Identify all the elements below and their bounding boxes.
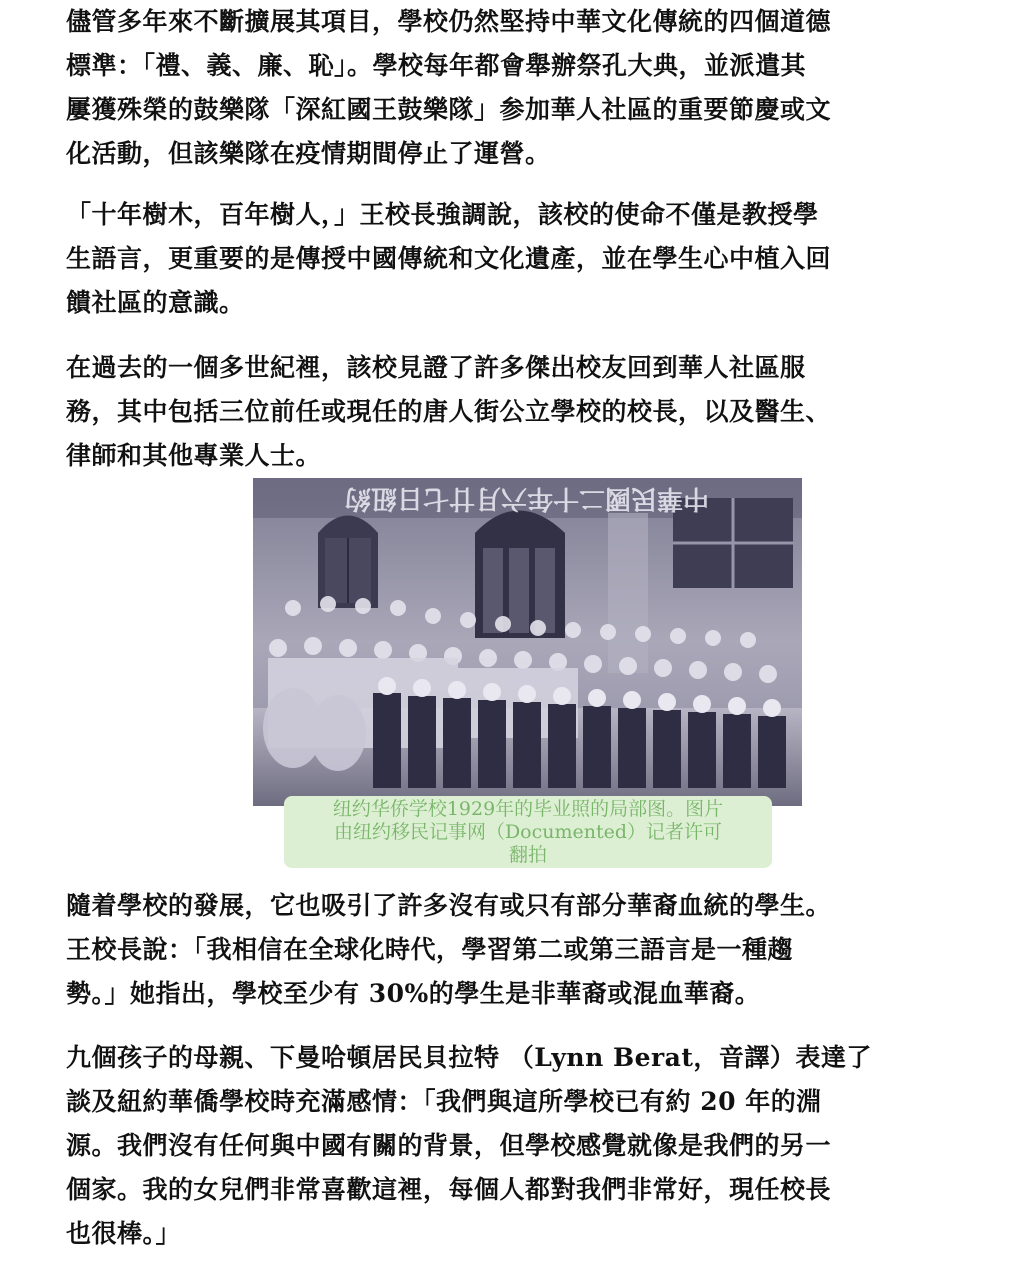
caption-line: 翻拍: [508, 844, 547, 866]
text-line: 屢獲殊榮的鼓樂隊「深紅國王鼓樂隊」参加華人社區的重要節慶或文: [66, 95, 832, 124]
text-line: 饋社區的意識。: [66, 288, 245, 317]
paragraph-non-chinese-students: [66, 884, 831, 1016]
caption-line: 由纽约移民记事网（Documented）记者许可: [333, 821, 723, 843]
text-line: 化活動，但該樂隊在疫情期間停止了運營。: [66, 139, 551, 168]
paragraph-moral-standards: [66, 0, 831, 176]
text-line: 務，其中包括三位前任或現任的唐人街公立學校的校長，以及醫生、: [66, 397, 832, 426]
text-line: 九個孩子的母親、下曼哈頓居民貝拉特 （Lynn Berat，音譯）表達了: [66, 1043, 872, 1072]
photo-caption: [284, 796, 772, 868]
text-line: 在過去的一個多世紀裡，該校見證了許多傑出校友回到華人社區服: [66, 353, 806, 382]
text-line: 談及紐約華僑學校時充滿感情：「我們與這所學校已有約 20 年的淵: [66, 1087, 822, 1116]
text-line: 生語言，更重要的是傳授中國傳統和文化遺產，並在學生心中植入回: [66, 244, 832, 273]
paragraph-parent-quote: [66, 1036, 872, 1256]
text-line: 王校長說：「我相信在全球化時代，學習第二或第三語言是一種趨: [66, 935, 794, 964]
text-line: 勢。」她指出，學校至少有 30%的學生是非華裔或混血華裔。: [66, 979, 761, 1008]
text-line: 「十年樹木，百年樹人，」王校長強調說，該校的使命不僅是教授學: [66, 200, 819, 229]
text-line: 個家。我的女兒們非常喜歡這裡，每個人都對我們非常好，現任校長: [66, 1175, 832, 1204]
photo-inscription: 中華民國二十年六月廿七日紐約: [344, 483, 710, 513]
text-line: 儘管多年來不斷擴展其項目，學校仍然堅持中華文化傳統的四個道德: [66, 7, 832, 36]
caption-line: 纽约华侨学校1929年的毕业照的局部图。图片: [332, 798, 724, 820]
text-line: 源。我們沒有任何與中國有關的背景，但學校感覺就像是我們的另一: [66, 1131, 832, 1160]
text-line: 隨着學校的發展，它也吸引了許多沒有或只有部分華裔血統的學生。: [66, 891, 832, 920]
text-line: 律師和其他專業人士。: [66, 441, 322, 470]
class-photo-image: [253, 478, 802, 806]
paragraph-mission-quote: [66, 193, 831, 325]
class-photo-illustration: [253, 478, 802, 806]
text-line: 也很棒。」: [66, 1219, 182, 1248]
paragraph-alumni: [66, 346, 831, 478]
text-line: 標準：「禮、義、廉、恥」。學校每年都會舉辦祭孔大典，並派遣其: [66, 51, 807, 80]
